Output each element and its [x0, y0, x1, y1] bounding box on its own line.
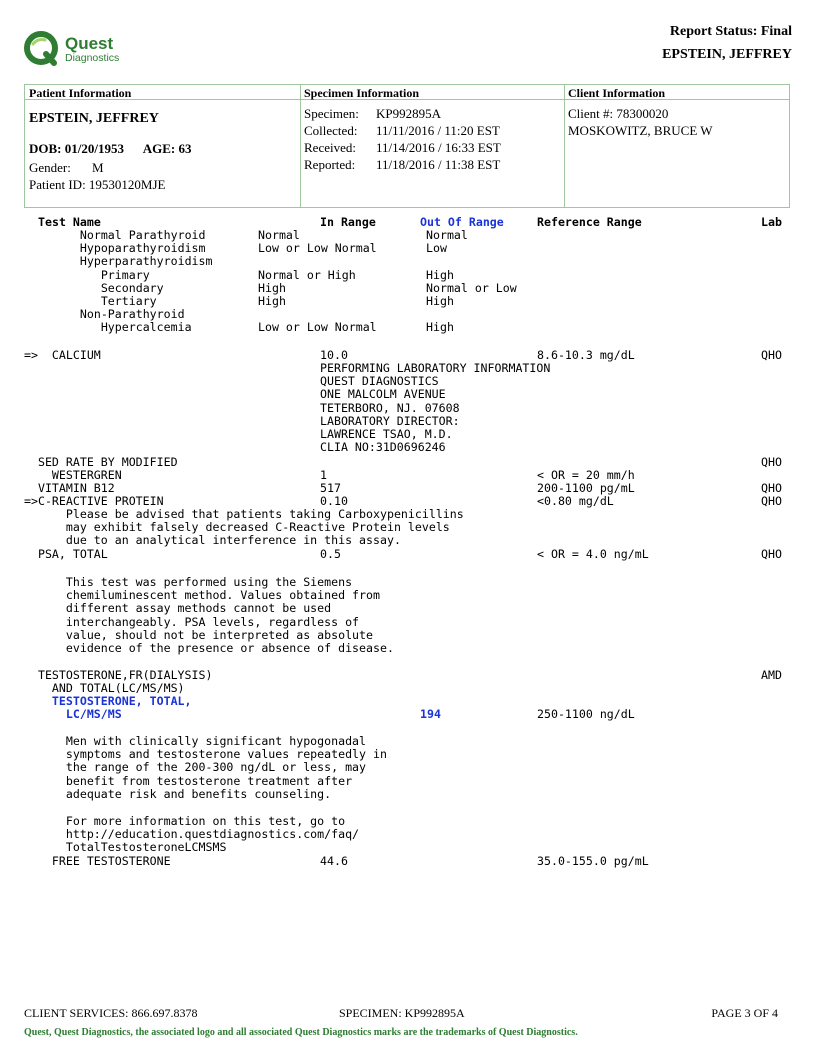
note-line: different assay methods cannot be used [24, 601, 332, 616]
lab-testosterone: AMD [761, 668, 782, 682]
testosterone-info-note [24, 815, 359, 855]
test-name-total-testosterone: TESTOSTERONE, TOTAL, [24, 694, 192, 708]
note-line: value, should not be interpreted as absolute [24, 627, 374, 642]
interp-pth: Low or Low Normal [258, 320, 377, 335]
test-name-testosterone: TESTOSTERONE,FR(DIALYSIS) [24, 668, 213, 682]
col-test-name: Test Name [38, 215, 101, 229]
specimen-label: Specimen: [304, 106, 359, 121]
patient-info-header: Patient Information [29, 86, 132, 100]
patient-gender-label: Gender: [29, 160, 71, 175]
lab-psa: QHO [761, 547, 782, 561]
ref-free-testosterone: 35.0-155.0 pg/mL [537, 854, 649, 868]
test-name-psa: PSA, TOTAL [24, 547, 108, 561]
collected-value: 11/11/2016 / 11:20 EST [376, 123, 500, 138]
col-out-of-range: Out Of Range [420, 215, 504, 229]
ref-total-testosterone: 250-1100 ng/dL [537, 707, 635, 721]
note-line: Please be advised that patients taking Carboxypenicillins [24, 507, 464, 521]
interp-condition: Hyperparathyroidism [38, 254, 213, 269]
interp-pth: Normal or High [258, 267, 356, 282]
lab-info-line: TETERBORO, NJ. 07608 [320, 400, 460, 415]
lab-b12: QHO [761, 481, 782, 495]
ref-b12: 200-1100 pg/mL [537, 481, 635, 495]
interp-condition: Hypercalcemia [38, 320, 192, 335]
received-label: Received: [304, 140, 356, 155]
lab-info-line: PERFORMING LABORATORY INFORMATION [320, 361, 551, 375]
testosterone-note [24, 735, 387, 801]
specimen-value: KP992895A [376, 106, 442, 121]
logo-sub: Diagnostics [65, 52, 120, 64]
result-crp: 0.10 [320, 494, 348, 508]
result-free-testosterone: 44.6 [320, 854, 348, 868]
psa-note [24, 576, 394, 655]
interp-condition: Hypoparathyroidism [38, 241, 206, 256]
test-name-testosterone-2: AND TOTAL(LC/MS/MS) [24, 681, 185, 695]
test-name-b12: VITAMIN B12 [24, 481, 115, 495]
interp-pth: High [258, 293, 286, 308]
footer-specimen: SPECIMEN: KP992895A [339, 1006, 465, 1020]
col-lab: Lab [761, 215, 782, 229]
note-line: the range of the 200-300 ng/dL or less, may [24, 760, 367, 775]
ref-crp: <0.80 mg/dL [537, 494, 614, 508]
interp-condition: Primary [38, 267, 150, 282]
lab-info-line: QUEST DIAGNOSTICS [320, 374, 439, 389]
ref-calcium: 8.6-10.3 mg/dL [537, 348, 635, 362]
interp-condition: Non-Parathyroid [38, 307, 185, 322]
specimen-info-header: Specimen Information [304, 86, 419, 100]
reported-value: 11/18/2016 / 11:38 EST [376, 157, 501, 172]
note-line: adequate risk and benefits counseling. [24, 786, 332, 801]
info-divider [564, 84, 565, 208]
patient-dob-age: DOB: 01/20/1953 AGE: 63 [29, 141, 192, 156]
col-reference-range: Reference Range [537, 215, 642, 229]
note-line: may exhibit falsely decreased C-Reactive Protein levels [24, 520, 450, 535]
footer-page-number: PAGE 3 OF 4 [711, 1006, 778, 1020]
lab-info-line: CLIA NO:31D0696246 [320, 440, 446, 455]
test-name-calcium: => CALCIUM [24, 348, 101, 362]
note-line: interchangeably. PSA levels, regardless of [24, 614, 360, 629]
test-name-crp: =>C-REACTIVE PROTEIN [24, 494, 164, 508]
footer-trademark: Quest, Quest Diagnostics, the associated logo and all associated Quest Diagnostics marks are the trademarks of Quest Diagnostics. [24, 1027, 578, 1038]
lab-info-line: ONE MALCOLM AVENUE [320, 387, 446, 402]
result-sed-rate: 1 [320, 468, 327, 482]
patient-id: Patient ID: 19530120MJE [29, 177, 166, 192]
lab-calcium: QHO [761, 348, 782, 362]
col-in-range: In Range [320, 215, 376, 229]
interp-pth: High [258, 280, 286, 295]
client-number: Client #: 78300020 [568, 106, 669, 121]
info-divider [300, 84, 301, 208]
interp-condition: Tertiary [38, 293, 157, 308]
ref-sed-rate: < OR = 20 mm/h [537, 468, 635, 482]
interp-pth: Low or Low Normal [258, 241, 377, 256]
note-line: benefit from testosterone treatment after [24, 773, 353, 788]
interp-calcium: Normal [426, 228, 468, 242]
note-line: evidence of the presence or absence of disease. [24, 641, 394, 656]
lab-info-line: LAWRENCE TSAO, M.D. [320, 427, 453, 442]
header-patient-name: EPSTEIN, JEFFREY [662, 47, 792, 62]
ref-psa: < OR = 4.0 ng/mL [537, 547, 649, 561]
crp-note [24, 508, 464, 548]
note-line: For more information on this test, go to [24, 814, 346, 828]
interp-condition: Secondary [38, 280, 164, 295]
interp-calcium: Low [426, 241, 447, 256]
interp-condition: Normal Parathyroid [38, 228, 206, 242]
test-name-westergren: WESTERGREN [24, 468, 122, 482]
test-name-sed-rate: SED RATE BY MODIFIED [24, 455, 178, 469]
note-link[interactable]: TotalTestosteroneLCMSMS [24, 840, 227, 855]
quest-logo-icon [24, 30, 62, 66]
client-info-header: Client Information [568, 86, 665, 100]
test-name-free-testosterone: FREE TESTOSTERONE [24, 854, 171, 868]
result-psa: 0.5 [320, 547, 341, 561]
interp-calcium: High [426, 267, 454, 282]
report-status: Report Status: Final [669, 24, 792, 39]
received-value: 11/14/2016 / 16:33 EST [376, 140, 501, 155]
lab-sed-rate: QHO [761, 455, 782, 469]
result-b12: 517 [320, 481, 341, 495]
reported-label: Reported: [304, 157, 356, 172]
interp-calcium: Normal or Low [426, 280, 517, 295]
collected-label: Collected: [304, 123, 358, 138]
result-calcium: 10.0 [320, 348, 348, 362]
patient-gender: M [92, 160, 104, 175]
interp-calcium: High [426, 293, 454, 308]
test-name-total-testosterone-2: LC/MS/MS [24, 707, 122, 721]
interp-calcium: High [426, 320, 454, 335]
lab-info-line: LABORATORY DIRECTOR: [320, 413, 460, 428]
note-line: symptoms and testosterone values repeatedly in [24, 747, 387, 762]
note-line: This test was performed using the Siemens [24, 575, 353, 589]
note-line: chemiluminescent method. Values obtained from [24, 588, 380, 603]
client-name: MOSKOWITZ, BRUCE W [568, 123, 713, 138]
logo-name: Quest [65, 34, 114, 53]
footer-client-services: CLIENT SERVICES: 866.697.8378 [24, 1006, 198, 1020]
lab-crp: QHO [761, 494, 782, 508]
note-line: due to an analytical interference in this assay. [24, 533, 401, 548]
note-line: Men with clinically significant hypogonadal [24, 734, 367, 748]
interp-pth: Normal [258, 228, 300, 242]
result-total-testosterone: 194 [420, 707, 441, 721]
performing-lab-info [320, 362, 550, 454]
note-link[interactable]: http://education.questdiagnostics.com/faq/ [24, 827, 360, 842]
patient-name: EPSTEIN, JEFFREY [29, 111, 159, 126]
